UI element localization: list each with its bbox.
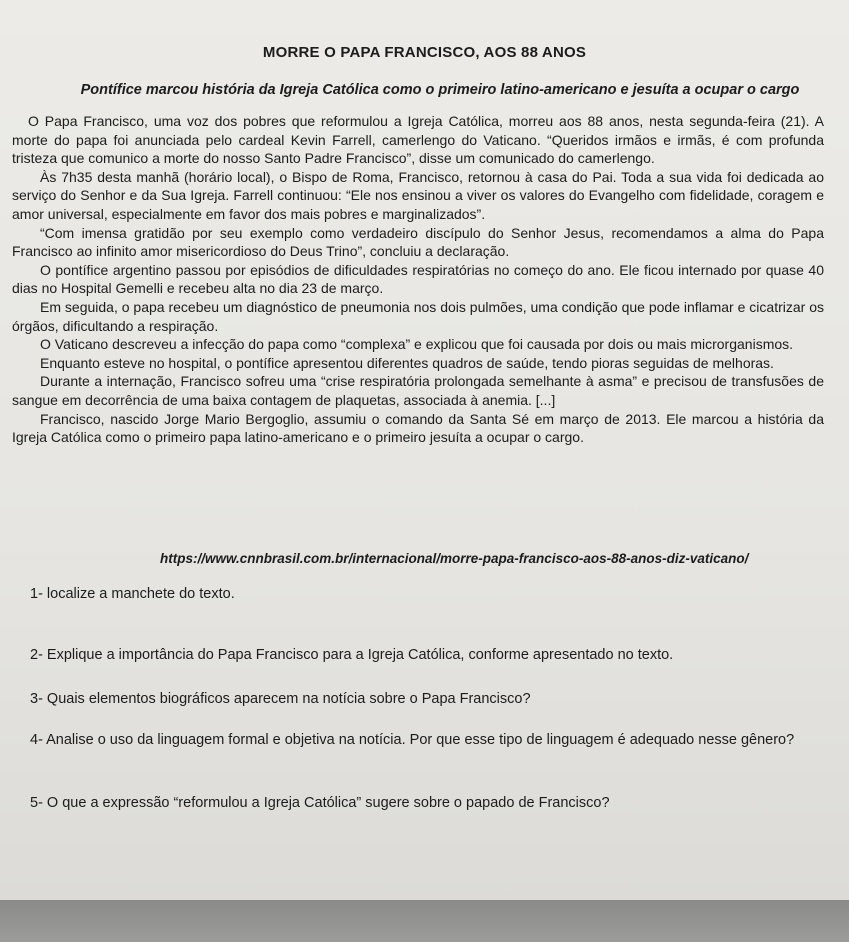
paragraph: “Com imensa gratidão por seu exemplo como verdadeiro discípulo do Senhor Jesus, recomendamos a alma do Papa Francisco ao infinito amor misericordioso do Deus Trino”, concluiu a declaração. (12, 224, 824, 260)
paragraph: Francisco, nascido Jorge Mario Bergoglio, assumiu o comando da Santa Sé em março de 2013. Ele marcou a história da Igreja Católica como o primeiro papa latino-americano e o primeiro jesuíta a ocupar o cargo. (12, 410, 824, 446)
paragraph: O pontífice argentino passou por episódios de dificuldades respiratórias no começo do ano. Ele ficou internado por quase 40 dias no Hospital Gemelli e recebeu alta no dia 23 de março. (12, 261, 824, 297)
page-bottom-shadow (0, 900, 849, 942)
subheadline: Pontífice marcou história da Igreja Católica como o primeiro latino-americano e jesuíta a ocupar o cargo (80, 82, 800, 98)
paragraph: Durante a internação, Francisco sofreu uma “crise respiratória prolongada semelhante à asma” e precisou de transfusões de sangue em decorrência de uma baixa contagem de plaquetas, associada à anemia. [...] (12, 373, 824, 408)
paragraph: Enquanto esteve no hospital, o pontífice apresentou diferentes quadros de saúde, tendo pioras seguidas de melhoras. (40, 354, 774, 371)
question-3: 3- Quais elementos biográficos aparecem na notícia sobre o Papa Francisco? (30, 691, 531, 707)
question-5: 5- O que a expressão “reformulou a Igreja Católica” sugere sobre o papado de Francisco? (30, 795, 610, 811)
paragraph: O Vaticano descreveu a infecção do papa como “complexa” e explicou que foi causada por dois ou mais microrganismos. (40, 336, 794, 353)
paragraph: O Papa Francisco, uma voz dos pobres que reformulou a Igreja Católica, morreu aos 88 anos, nesta segunda-feira (21). A morte do papa foi anunciada pelo cardeal Kevin Farrell, camerlengo do Vaticano. “Queridos irmãos e irmãs, é com profunda tristeza que comunico a morte do nosso Santo Padre Francisco”, disse um comunicado do camerlengo. (12, 113, 824, 167)
headline: MORRE O PAPA FRANCISCO, AOS 88 ANOS (262, 44, 587, 61)
question-2: 2- Explique a importância do Papa Francisco para a Igreja Católica, conforme apresentado no texto. (30, 647, 674, 663)
source-url: https://www.cnnbrasil.com.br/internacional/morre-papa-francisco-aos-88-anos-diz-vaticano/ (160, 551, 749, 566)
paragraph: Em seguida, o papa recebeu um diagnóstico de pneumonia nos dois pulmões, uma condição que pode inflamar e cicatrizar os órgãos, dificultando a respiração. (12, 298, 824, 334)
question-4: 4- Analise o uso da linguagem formal e objetiva na notícia. Por que esse tipo de linguagem é adequado nesse gênero? (30, 732, 795, 748)
article-body (12, 112, 824, 447)
question-1: 1- localize a manchete do texto. (30, 586, 235, 602)
paragraph: Às 7h35 desta manhã (horário local), o Bispo de Roma, Francisco, retornou à casa do Pai. Toda a sua vida foi dedicada ao serviço do Senhor e da Sua Igreja. Farrell continuou: “Ele nos ensinou a viver os valores do Evangelho com fidelidade, coragem e amor universal, especialmente em favor dos mais pobres e marginalizados”. (12, 168, 824, 222)
